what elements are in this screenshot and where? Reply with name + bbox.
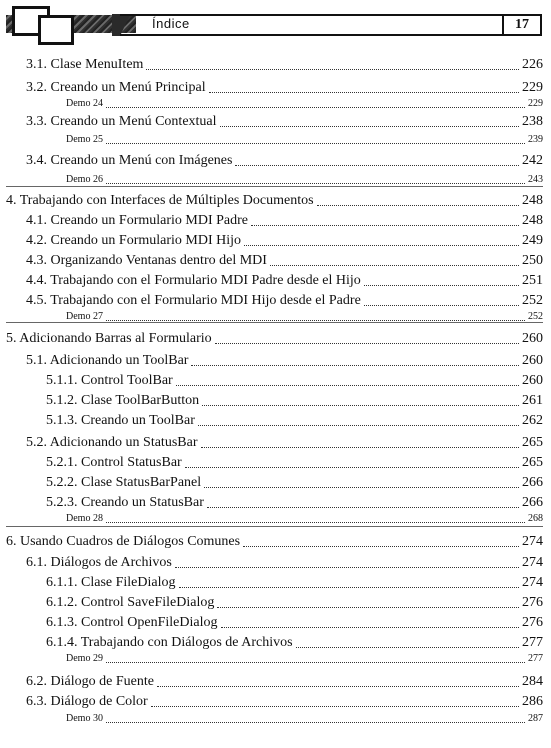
toc-chapter-entry: [6, 192, 543, 210]
toc-entry-label: 4.2. Creando un Formulario MDI Hijo: [26, 233, 242, 248]
dot-leader: [251, 225, 519, 226]
toc-entry-label: 6.1.1. Clase FileDialog: [46, 575, 176, 590]
toc-entry-label: 3.2. Creando un Menú Principal: [26, 80, 206, 95]
toc-entry-page: 266: [522, 495, 543, 510]
toc-entry-label: 4.3. Organizando Ventanas dentro del MDI: [26, 253, 267, 268]
toc-section-entry: [46, 494, 543, 512]
toc-entry-page: 252: [528, 311, 543, 322]
dot-leader: [209, 92, 519, 93]
toc-entry-page: 268: [528, 513, 543, 524]
toc-entry-label: 5.1.3. Creando un ToolBar: [46, 413, 195, 428]
toc-entry-page: 276: [522, 615, 543, 630]
header-frame-icon: [38, 15, 74, 45]
toc-entry-label: 6.3. Diálogo de Color: [26, 694, 148, 709]
dot-leader: [296, 647, 519, 648]
dot-leader: [217, 607, 519, 608]
dot-leader: [146, 69, 519, 70]
toc-entry-page: 276: [522, 595, 543, 610]
toc-entry-label: 4.4. Trabajando con el Formulario MDI Padre desde el Hijo: [26, 273, 361, 288]
toc-section-entry: [26, 554, 543, 572]
toc-chapter-entry: [6, 330, 543, 348]
header-rule: [120, 34, 500, 36]
dot-leader: [106, 320, 525, 321]
toc-entry-label: 6.1.2. Control SaveFileDialog: [46, 595, 215, 610]
toc-entry-page: 249: [522, 233, 543, 248]
dot-leader: [204, 487, 519, 488]
header-wedge-decoration: [112, 14, 142, 36]
toc-section-entry: [46, 372, 543, 390]
toc-section-entry: [46, 574, 543, 592]
dot-leader: [176, 385, 519, 386]
toc-entry-label: 3.1. Clase MenuItem: [26, 57, 144, 72]
toc-section-entry: [26, 673, 543, 691]
toc-section-entry: [26, 292, 543, 310]
toc-entry-label: 4. Trabajando con Interfaces de Múltiples Documentos: [6, 193, 314, 208]
toc-section-entry: [26, 113, 543, 131]
toc-entry-page: 252: [522, 293, 543, 308]
toc-entry-label: 5.2.2. Clase StatusBarPanel: [46, 475, 202, 490]
page-number: 17: [502, 14, 542, 36]
toc-entry-page: 260: [522, 373, 543, 388]
toc-entry-page: 229: [528, 98, 543, 109]
dot-leader: [243, 546, 519, 547]
dot-leader: [106, 107, 525, 108]
toc-entry-label: Demo 28: [66, 513, 103, 524]
toc-entry-page: 262: [522, 413, 543, 428]
dot-leader: [106, 143, 525, 144]
page-header: [0, 0, 551, 46]
toc-section-entry: [46, 412, 543, 430]
toc-entry-page: 265: [522, 455, 543, 470]
toc-entry-page: 266: [522, 475, 543, 490]
toc-entry-page: 226: [522, 57, 543, 72]
toc-section-entry: [26, 232, 543, 250]
toc-entry-page: 274: [522, 534, 543, 549]
toc-entry-page: 286: [522, 694, 543, 709]
toc-entry-label: Demo 27: [66, 311, 103, 322]
toc-section-entry: [26, 79, 543, 97]
toc-demo-entry: [66, 713, 543, 725]
toc-entry-label: 6.1.3. Control OpenFileDialog: [46, 615, 218, 630]
toc-entry-page: 284: [522, 674, 543, 689]
toc-demo-entry: [66, 134, 543, 146]
toc-section-entry: [46, 614, 543, 632]
toc-entry-label: Demo 30: [66, 713, 103, 724]
toc-entry-label: 5.1.2. Clase ToolBarButton: [46, 393, 200, 408]
toc-entry-page: 250: [522, 253, 543, 268]
toc-entry-page: 287: [528, 713, 543, 724]
toc-entry-page: 274: [522, 555, 543, 570]
toc-entry-page: 239: [528, 134, 543, 145]
toc-entry-page: 260: [522, 331, 543, 346]
dot-leader: [157, 686, 519, 687]
toc-entry-page: 248: [522, 193, 543, 208]
toc-section-entry: [26, 212, 543, 230]
dot-leader: [191, 365, 519, 366]
toc-entry-label: 5.1. Adicionando un ToolBar: [26, 353, 189, 368]
toc-entry-label: 6.1.4. Trabajando con Diálogos de Archivos: [46, 635, 293, 650]
toc-demo-entry: [66, 174, 543, 186]
dot-leader: [106, 662, 525, 663]
toc-entry-page: 260: [522, 353, 543, 368]
running-title: Índice: [152, 16, 190, 31]
dot-leader: [106, 722, 525, 723]
toc-entry-page: 248: [522, 213, 543, 228]
dot-leader: [151, 706, 519, 707]
toc-entry-page: 238: [522, 114, 543, 129]
toc-section-entry: [26, 152, 543, 170]
dot-leader: [201, 447, 520, 448]
toc-section-entry: [26, 434, 543, 452]
toc-entry-label: 5.2.3. Creando un StatusBar: [46, 495, 204, 510]
toc-entry-page: 261: [522, 393, 543, 408]
dot-leader: [106, 522, 525, 523]
dot-leader: [202, 405, 519, 406]
toc-entry-page: 274: [522, 575, 543, 590]
toc-entry-label: Demo 29: [66, 653, 103, 664]
toc-entry-label: 6.1. Diálogos de Archivos: [26, 555, 172, 570]
toc-section-entry: [46, 634, 543, 652]
dot-leader: [221, 627, 520, 628]
toc-section-entry: [46, 594, 543, 612]
toc-demo-entry: [66, 513, 543, 525]
dot-leader: [207, 507, 519, 508]
dot-leader: [175, 567, 519, 568]
toc-entry-label: 5.2.1. Control StatusBar: [46, 455, 182, 470]
dot-leader: [220, 126, 519, 127]
toc-entry-label: 4.5. Trabajando con el Formulario MDI Hijo desde el Padre: [26, 293, 361, 308]
dot-leader: [215, 343, 519, 344]
toc-entry-label: Demo 26: [66, 174, 103, 185]
toc-entry-label: 5.2. Adicionando un StatusBar: [26, 435, 198, 450]
toc-entry-label: 5. Adicionando Barras al Formulario: [6, 331, 212, 346]
dot-leader: [364, 305, 519, 306]
toc-section-entry: [26, 272, 543, 290]
toc-entry-page: 251: [522, 273, 543, 288]
section-divider: [6, 186, 543, 187]
dot-leader: [317, 205, 519, 206]
dot-leader: [235, 165, 519, 166]
toc-entry-label: 6. Usando Cuadros de Diálogos Comunes: [6, 534, 241, 549]
toc-section-entry: [26, 56, 543, 74]
toc-entry-page: 242: [522, 153, 543, 168]
toc-section-entry: [26, 252, 543, 270]
toc-entry-label: Demo 24: [66, 98, 103, 109]
dot-leader: [179, 587, 520, 588]
toc-section-entry: [46, 392, 543, 410]
dot-leader: [106, 183, 525, 184]
toc-entry-page: 265: [522, 435, 543, 450]
toc-entry-label: 6.2. Diálogo de Fuente: [26, 674, 154, 689]
toc-entry-label: 4.1. Creando un Formulario MDI Padre: [26, 213, 249, 228]
toc-demo-entry: [66, 653, 543, 665]
toc-entry-page: 277: [522, 635, 543, 650]
toc-entry-label: 5.1.1. Control ToolBar: [46, 373, 173, 388]
dot-leader: [364, 285, 519, 286]
toc-chapter-entry: [6, 533, 543, 551]
toc-entry-page: 277: [528, 653, 543, 664]
dot-leader: [198, 425, 519, 426]
toc-demo-entry: [66, 98, 543, 110]
toc-section-entry: [26, 352, 543, 370]
toc-section-entry: [46, 454, 543, 472]
toc-entry-label: Demo 25: [66, 134, 103, 145]
toc-entry-label: 3.4. Creando un Menú con Imágenes: [26, 153, 233, 168]
toc-entry-page: 229: [522, 80, 543, 95]
toc-entry-label: 3.3. Creando un Menú Contextual: [26, 114, 217, 129]
dot-leader: [244, 245, 519, 246]
section-divider: [6, 526, 543, 527]
toc-section-entry: [26, 693, 543, 711]
dot-leader: [270, 265, 519, 266]
toc-entry-page: 243: [528, 174, 543, 185]
toc-demo-entry: [66, 311, 543, 323]
dot-leader: [185, 467, 519, 468]
toc-section-entry: [46, 474, 543, 492]
